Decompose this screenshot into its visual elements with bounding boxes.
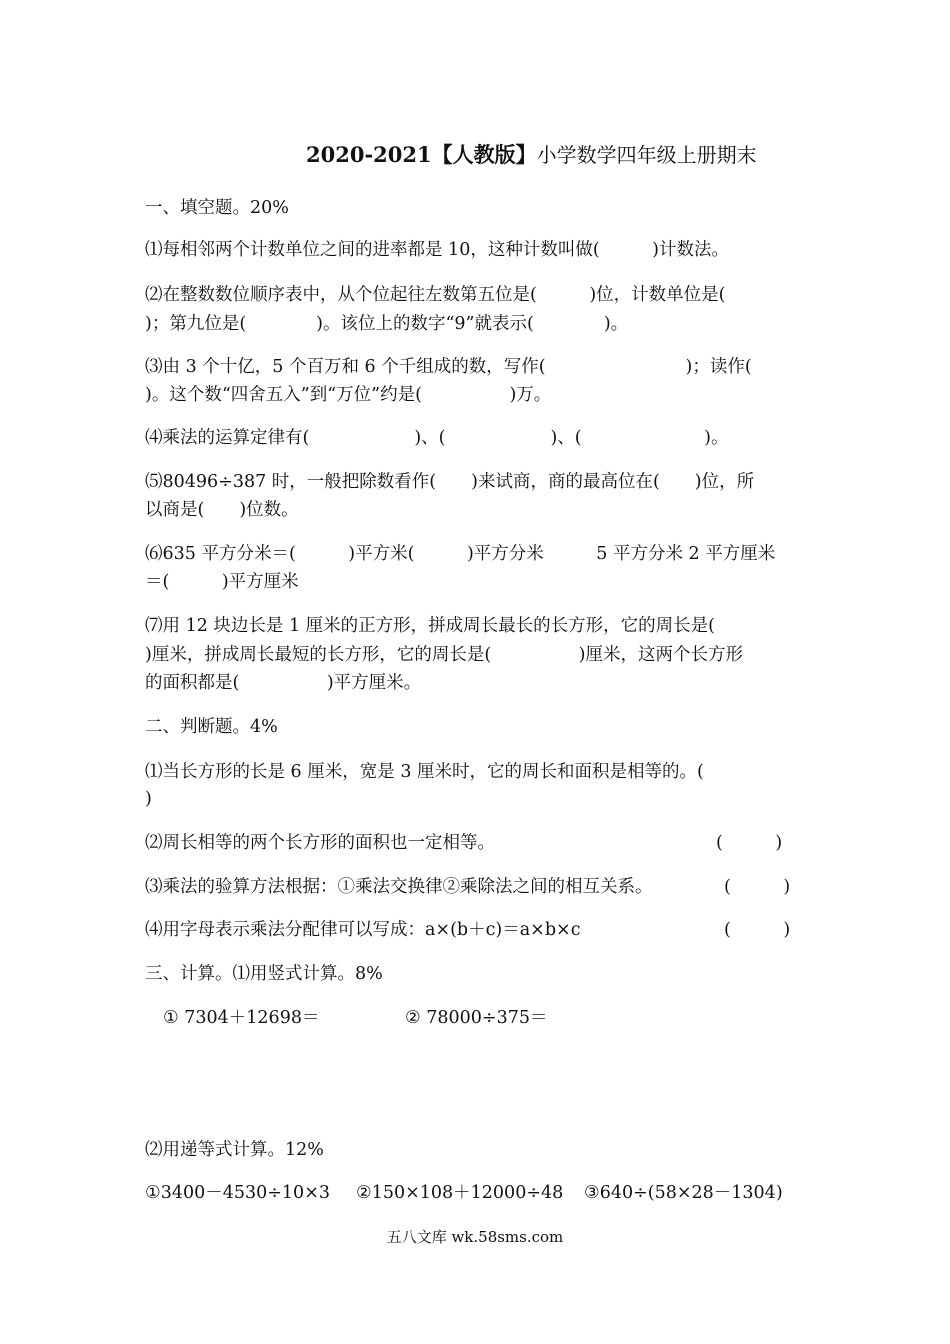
fill-question-7-line-3: 的面积都是( )平方厘米。 [145, 673, 422, 693]
vertical-calc-1: ① 7304＋12698＝ [163, 1008, 320, 1028]
stepwise-calc-1: ①3400－4530÷10×3 [145, 1183, 330, 1203]
fill-question-4: ⑷乘法的运算定律有( )、( )、( )。 [145, 428, 729, 448]
fill-question-1: ⑴每相邻两个计数单位之间的进率都是 10，这种计数叫做( )计数法。 [145, 240, 729, 260]
page-title: 2020-2021【人教版】小学数学四年级上册期末 [306, 142, 757, 167]
fill-question-7-line-2: )厘米，拼成周长最短的长方形，它的周长是( )厘米，这两个长方形 [145, 645, 743, 665]
footer-watermark: 五八文库 wk.58sms.com [386, 1228, 564, 1246]
fill-question-5-line-1: ⑸80496÷387 时，一般把除数看作( )来试商，商的最高位在( )位，所 [145, 472, 755, 492]
fill-question-5-line-2: 以商是( )位数。 [145, 500, 299, 520]
stepwise-calc-2: ②150×108＋12000÷48 [356, 1183, 564, 1203]
fill-question-2-line-2: )；第九位是( )。该位上的数字“9”就表示( )。 [145, 314, 629, 334]
fill-question-3-line-1: ⑶由 3 个十亿，5 个百万和 6 个千组成的数，写作( )；读作( [145, 357, 752, 377]
judge-answer-2: ( ) [716, 833, 783, 853]
judge-answer-3: ( ) [724, 877, 791, 897]
judge-question-1-line-1: ⑴当长方形的长是 6 厘米，宽是 3 厘米时，它的周长和面积是相等的。( [145, 762, 704, 782]
judge-question-1-line-2: ) [145, 789, 152, 809]
fill-question-3-line-2: )。这个数“四舍五入”到“万位”约是( )万。 [145, 385, 552, 405]
judge-question-3: ⑶乘法的验算方法根据：①乘法交换律②乘除法之间的相互关系。 [145, 877, 653, 897]
section2-heading: 二、判断题。4% [145, 717, 278, 737]
judge-question-2: ⑵周长相等的两个长方形的面积也一定相等。 [145, 833, 495, 853]
judge-question-4: ⑷用字母表示乘法分配律可以写成：a×(b＋c)＝a×b×c [145, 920, 581, 940]
fill-question-6-line-2: ＝( )平方厘米 [145, 572, 299, 592]
section3-heading: 三、计算。⑴用竖式计算。8% [145, 964, 383, 984]
fill-question-6-line-1: ⑹635 平方分米＝( )平方米( )平方分米 5 平方分米 2 平方厘米 [145, 544, 776, 564]
stepwise-calc-3: ③640÷(58×28－1304) [584, 1183, 783, 1203]
vertical-calc-2: ② 78000÷375＝ [405, 1008, 548, 1028]
section3-sub2-heading: ⑵用递等式计算。12% [145, 1140, 324, 1160]
section1-heading: 一、填空题。20% [145, 198, 289, 218]
judge-answer-4: ( ) [724, 920, 791, 940]
fill-question-2-line-1: ⑵在整数数位顺序表中，从个位起往左数第五位是( )位，计数单位是( [145, 285, 726, 305]
fill-question-7-line-1: ⑺用 12 块边长是 1 厘米的正方形，拼成周长最长的长方形，它的周长是( [145, 616, 715, 636]
